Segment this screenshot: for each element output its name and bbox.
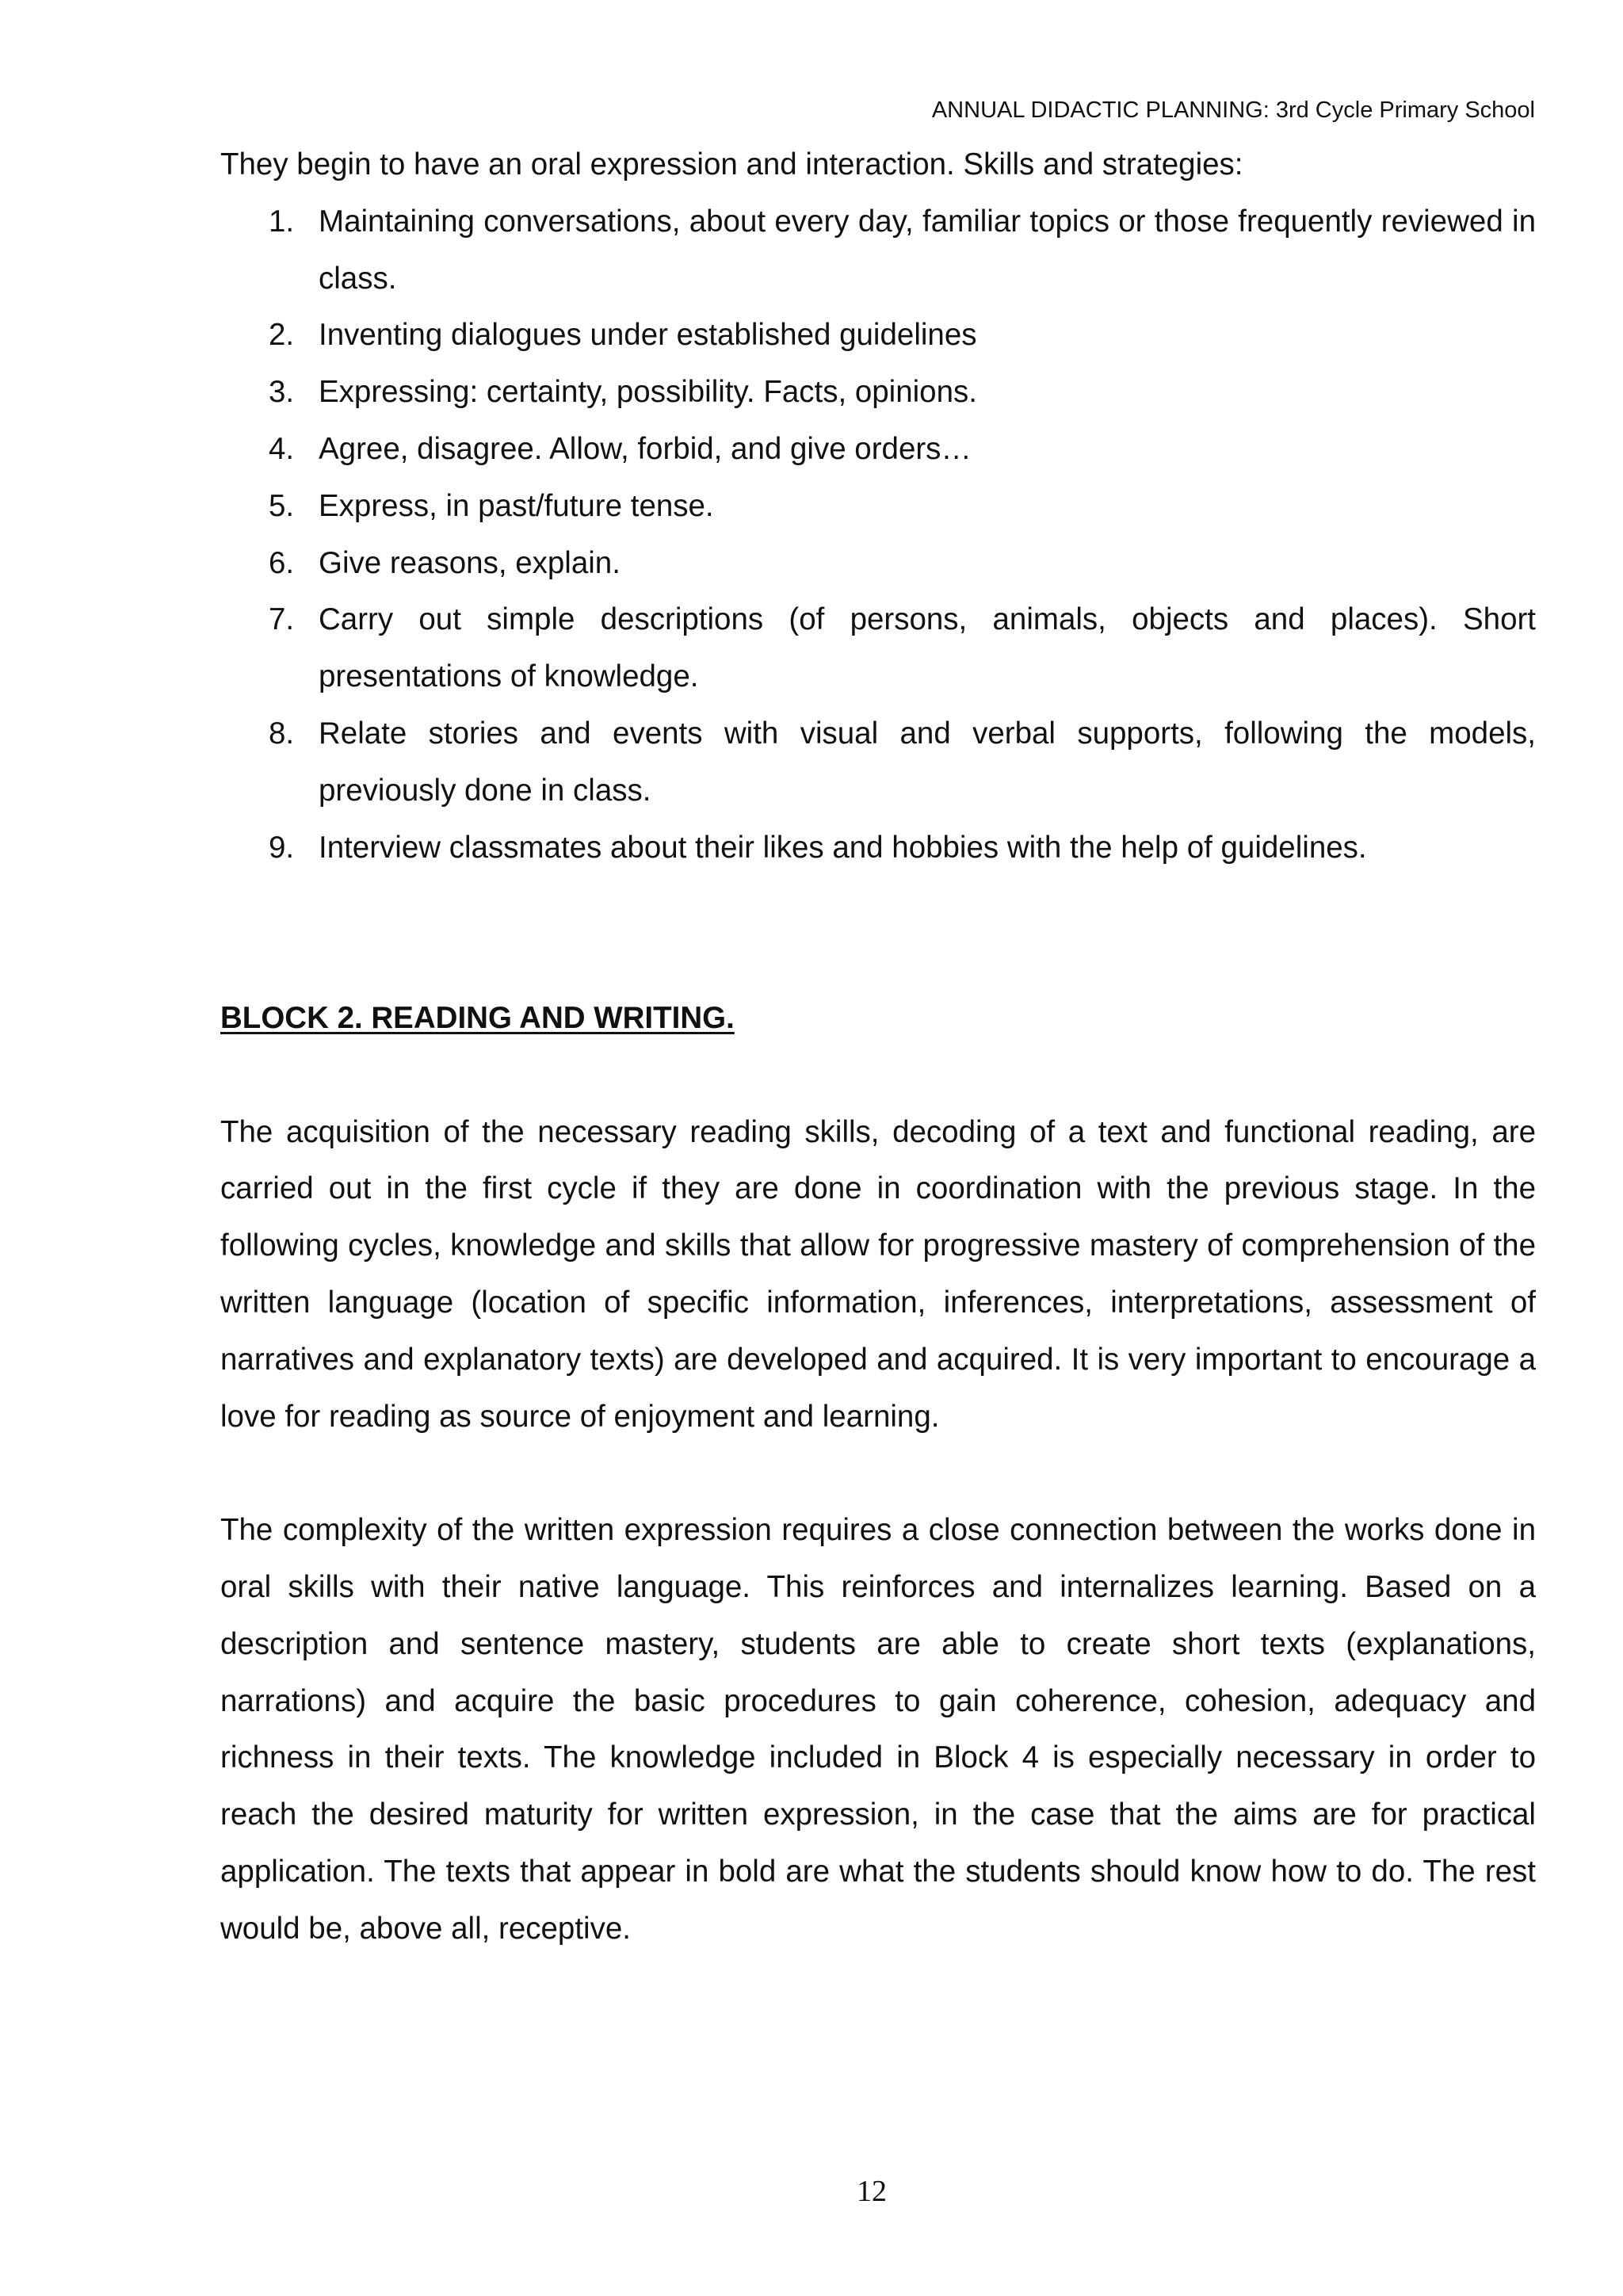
list-item-text: Inventing dialogues under established guidelines bbox=[319, 318, 977, 353]
list-item-number: 8. bbox=[269, 716, 295, 751]
list-item bbox=[220, 819, 1536, 877]
running-header: ANNUAL DIDACTIC PLANNING: 3rd Cycle Primary School bbox=[931, 97, 1535, 123]
list-item bbox=[220, 478, 1536, 535]
page-body bbox=[220, 136, 1536, 1958]
list-item-text: Interview classmates about their likes and hobbies with the help of guidelines. bbox=[319, 830, 1367, 865]
list-item bbox=[220, 705, 1536, 819]
list-item-number: 6. bbox=[269, 545, 295, 580]
list-item-number: 2. bbox=[269, 318, 295, 353]
list-item-number: 9. bbox=[269, 830, 295, 865]
list-item-number: 7. bbox=[269, 602, 295, 637]
body-paragraph: The complexity of the written expression requires a close connection between the works done in oral skills with their native language. This reinforces and internalizes learning. Based on a description and sentence mastery, students are able to create short texts (explanations, narrations) and acquire the basic procedures to gain coherence, cohesion, adequacy and richness in their texts. The knowledge included in Block 4 is especially necessary in order to reach the desired maturity for written expression, in the case that the aims are for practical application. The texts that appear in bold are what the students should know how to do. The rest would be, above all, receptive. bbox=[220, 1513, 1536, 1946]
list-item bbox=[220, 591, 1536, 705]
list-item-text: Agree, disagree. Allow, forbid, and give orders… bbox=[319, 431, 972, 466]
list-item-number: 5. bbox=[269, 488, 295, 523]
list-item bbox=[220, 307, 1536, 364]
list-item-text: Give reasons, explain. bbox=[319, 545, 621, 580]
list-item-text: Carry out simple descriptions (of persons, animals, objects and places). Short presentations of knowledge. bbox=[319, 602, 1536, 694]
list-item-text: Express, in past/future tense. bbox=[319, 488, 714, 523]
list-item bbox=[220, 421, 1536, 478]
list-item-number: 1. bbox=[269, 204, 295, 239]
section-heading: BLOCK 2. READING AND WRITING. bbox=[220, 1000, 735, 1035]
oral-skills-list bbox=[220, 193, 1536, 877]
page-number: 12 bbox=[857, 2175, 887, 2208]
list-item-text: Relate stories and events with visual and verbal supports, following the models, previously done in class. bbox=[319, 716, 1536, 808]
list-item bbox=[220, 193, 1536, 308]
list-item-number: 3. bbox=[269, 375, 295, 410]
list-item-text: Expressing: certainty, possibility. Facts, opinions. bbox=[319, 375, 977, 410]
list-item-number: 4. bbox=[269, 431, 295, 466]
list-item bbox=[220, 364, 1536, 421]
body-paragraph: The acquisition of the necessary reading skills, decoding of a text and functional reading, are carried out in the first cycle if they are done in coordination with the previous stage. In the following cycles, knowledge and skills that allow for progressive mastery of comprehension of the written language (location of specific information, inferences, interpretations, assessment of narratives and explanatory texts) are developed and acquired. It is very important to encourage a love for reading as source of enjoyment and learning. bbox=[220, 1114, 1536, 1434]
oral-skills-intro: They begin to have an oral expression and interaction. Skills and strategies: bbox=[220, 147, 1243, 181]
list-item-text: Maintaining conversations, about every day, familiar topics or those frequently reviewed in class. bbox=[319, 204, 1536, 296]
list-item bbox=[220, 535, 1536, 592]
